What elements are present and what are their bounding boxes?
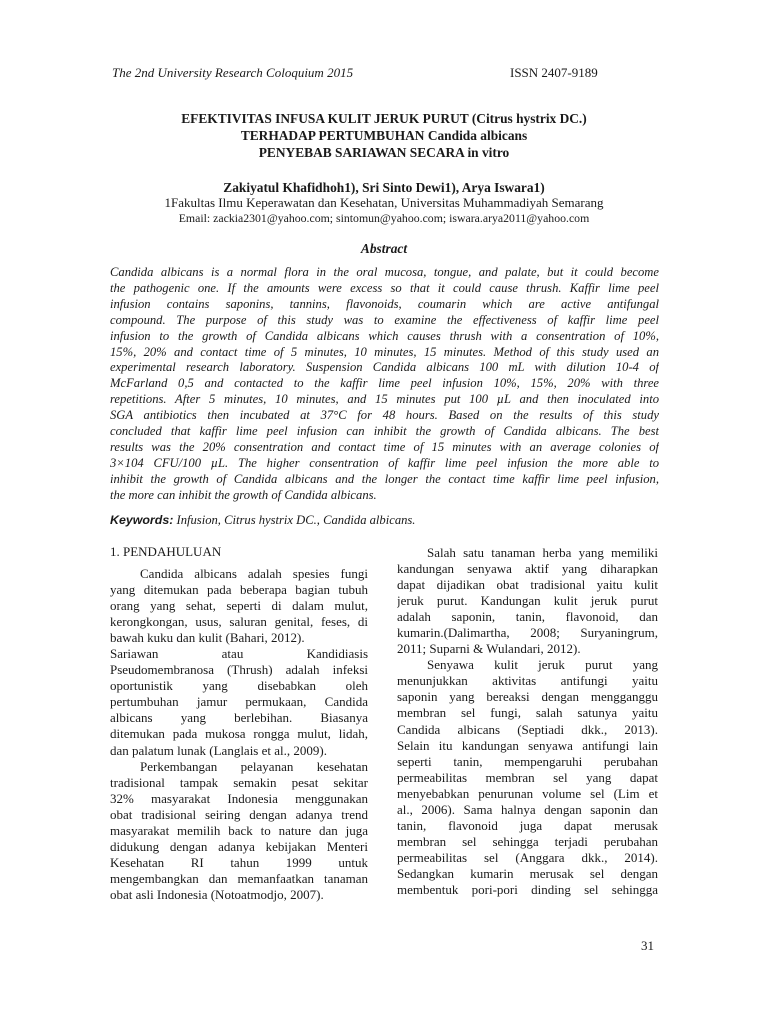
abstract-line: infusion contains saponins, tannins, flavonoids, coumarin which are active antifungal — [110, 296, 659, 311]
body-line: Selain itu kandungan senyawa antifungi lain — [397, 737, 658, 753]
body-line: kumarin.(Dalimartha, 2008; Suryaningrum, — [397, 625, 658, 641]
abstract-line: the pathogenic one. If the amounts were excess so that it could cause thrush. Kaffir lime peel — [110, 280, 659, 295]
body-line: Senyawa kulit jeruk purut yang — [427, 657, 658, 673]
body-line: saponin yang bereaksi dengan mengganggu — [397, 689, 658, 705]
keywords-label: Keywords: — [110, 513, 174, 527]
abstract-line: results was the 20% consentration and contact time of 15 minutes with an average colonies of — [110, 439, 659, 454]
title-line-2: TERHADAP PERTUMBUHAN Candida albicans — [240, 128, 528, 143]
body-line: 2011; Suparni & Wulandari, 2012). — [397, 641, 581, 657]
body-line: adalah saponin, tanin, flavonoid, dan — [397, 609, 658, 625]
running-header-issn: ISSN 2407-9189 — [510, 65, 598, 80]
body-line: obat asli Indonesia (Notoatmodjo, 2007). — [110, 886, 324, 902]
body-line: obat tradisional seiring dengan adanya trend — [110, 806, 368, 822]
body-line: Salah satu tanaman herba yang memiliki — [427, 545, 658, 560]
title-line-1: EFEKTIVITAS INFUSA KULIT JERUK PURUT (Citrus hystrix DC.) — [181, 111, 587, 126]
abstract-line: compound. The purpose of this study was to examine the effectiveness of kaffir lime peel — [110, 312, 659, 327]
body-line: kandungan senyawa aktif yang diharapkan — [397, 561, 658, 577]
keywords — [110, 513, 415, 528]
page-number: 31 — [641, 938, 654, 953]
abstract-line: 15%, 20% and contact time of 5 minutes, 10 minutes, 15 minutes. Method of this study used an — [110, 344, 659, 359]
body-line: mengembangkan dan memanfaatkan tanaman — [110, 870, 368, 886]
right-column — [397, 545, 658, 898]
body-line: Sariawan atau Kandidiasis — [110, 646, 368, 662]
body-line: didukung dengan adanya kebijakan Menteri — [110, 838, 368, 854]
body-line: kerongkongan, usus, saluran genital, feses, di — [110, 614, 368, 630]
body-line: tanin, flavonoid juga dapat merusak — [397, 817, 658, 833]
body-line: al., 2006). Sama halnya dengan saponin dan — [397, 801, 658, 817]
section-heading: 1. PENDAHULUAN — [110, 544, 222, 559]
body-line: seperti tanin, mempengaruhi perubahan — [397, 753, 658, 769]
body-line: bawah kuku dan kulit (Bahari, 2012). — [110, 630, 305, 646]
body-line: membran sel sehingga terjadi perubahan — [397, 833, 658, 849]
abstract-line: concluded that kaffir lime peel infusion can inhibit the growth of Candida albicans. The best — [110, 424, 659, 439]
paper-title — [100, 110, 668, 161]
body-line: membran sel fungi, salah satunya yaitu — [397, 705, 658, 721]
body-line: pertumbuhan jamur permukaan, Candida — [110, 694, 368, 710]
body-line: Candida albicans (Septiadi dkk., 2013). — [397, 721, 658, 737]
body-line: tradisional tampak semakin pesat sekitar — [110, 774, 368, 790]
affiliation: 1Fakultas Ilmu Keperawatan dan Kesehatan, Universitas Muhammadiyah Semarang — [164, 195, 604, 210]
abstract-body — [110, 265, 659, 504]
body-line: masyarakat memilih back to nature dan juga — [110, 822, 368, 838]
abstract-line: McFarland 0,5 and contacted to the kaffir lime peel infusion 10%, 15%, 20% with three — [110, 376, 659, 391]
abstract-heading: Abstract — [360, 241, 408, 256]
body-line: orang yang sehat, seperti di dalam mulut, — [110, 598, 368, 614]
abstract-line: 3×104 CFU/100 µL. The higher consentration of kaffir lime peel infusion the more able to — [110, 455, 659, 470]
body-line: Sedangkan kumarin merusak sel dengan — [397, 865, 658, 881]
body-line: oportunistik yang disebabkan oleh — [110, 678, 368, 694]
abstract-line: infusion to the growth of Candida albicans which causes thrush with a consentration of 10%, — [110, 328, 659, 343]
author-emails: Email: zackia2301@yahoo.com; sintomun@yahoo.com; iswara.arya2011@yahoo.com — [178, 211, 590, 225]
author-list: Zakiyatul Khafidhoh1), Sri Sinto Dewi1), Arya Iswara1) — [223, 180, 545, 195]
abstract-line: repetitions. After 5 minutes, 10 minutes, and 15 minutes put 100 µL and then inoculated into — [110, 392, 659, 407]
body-line: dapat dijadikan obat tradisional yaitu kulit — [397, 577, 658, 593]
body-line: Pseudomembranosa (Thrush) adalah infeksi — [110, 662, 368, 678]
body-line: Perkembangan pelayanan kesehatan — [140, 758, 368, 774]
body-line: menunjukkan aktivitas antifungi yaitu — [397, 673, 658, 689]
body-line: permeabilitas membran sel yang dapat — [397, 769, 658, 785]
title-line-3: PENYEBAB SARIAWAN SECARA in vitro — [258, 145, 510, 160]
body-line: jeruk purut. Kandungan kulit jeruk purut — [397, 593, 658, 609]
body-line: ditemukan pada mukosa rongga mulut, lidah, — [110, 726, 368, 742]
body-line: Candida albicans adalah spesies fungi — [140, 566, 368, 581]
body-line: menyebabkan penurunan volume sel (Lim et — [397, 785, 658, 801]
body-line: Kesehatan RI tahun 1999 untuk — [110, 854, 368, 870]
body-line: permeabilitas sel (Anggara dkk., 2014). — [397, 849, 658, 865]
keywords-text: Infusion, Citrus hystrix DC., Candida albicans. — [176, 513, 416, 527]
abstract-line: experimental research laboratory. Suspension Candida albicans 100 mL with dilution 10-4 of — [110, 360, 659, 375]
abstract-line: Candida albicans is a normal flora in the oral mucosa, tongue, and palate, but it could become — [110, 265, 659, 279]
left-column — [110, 566, 368, 903]
body-line: 32% masyarakat Indonesia menggunakan — [110, 790, 368, 806]
abstract-line: SGA antibiotics then incubated at 37°C for 48 hours. Based on the results of this study — [110, 408, 659, 423]
abstract-line: inhibit the growth of Candida albicans and the longer the contact time kaffir lime peel infusion, — [110, 471, 659, 486]
body-line: yang ditemukan pada beberapa bagian tubuh — [110, 582, 368, 598]
body-line: albicans yang berlebihan. Biasanya — [110, 710, 368, 726]
abstract-line: the more can inhibit the growth of Candida albicans. — [110, 487, 377, 502]
body-line: dan palatum lunak (Langlais et al., 2009). — [110, 742, 327, 758]
body-line: membentuk pori-pori dinding sel sehingga — [397, 881, 658, 897]
running-header-title: The 2nd University Research Coloquium 2015 — [112, 65, 354, 80]
